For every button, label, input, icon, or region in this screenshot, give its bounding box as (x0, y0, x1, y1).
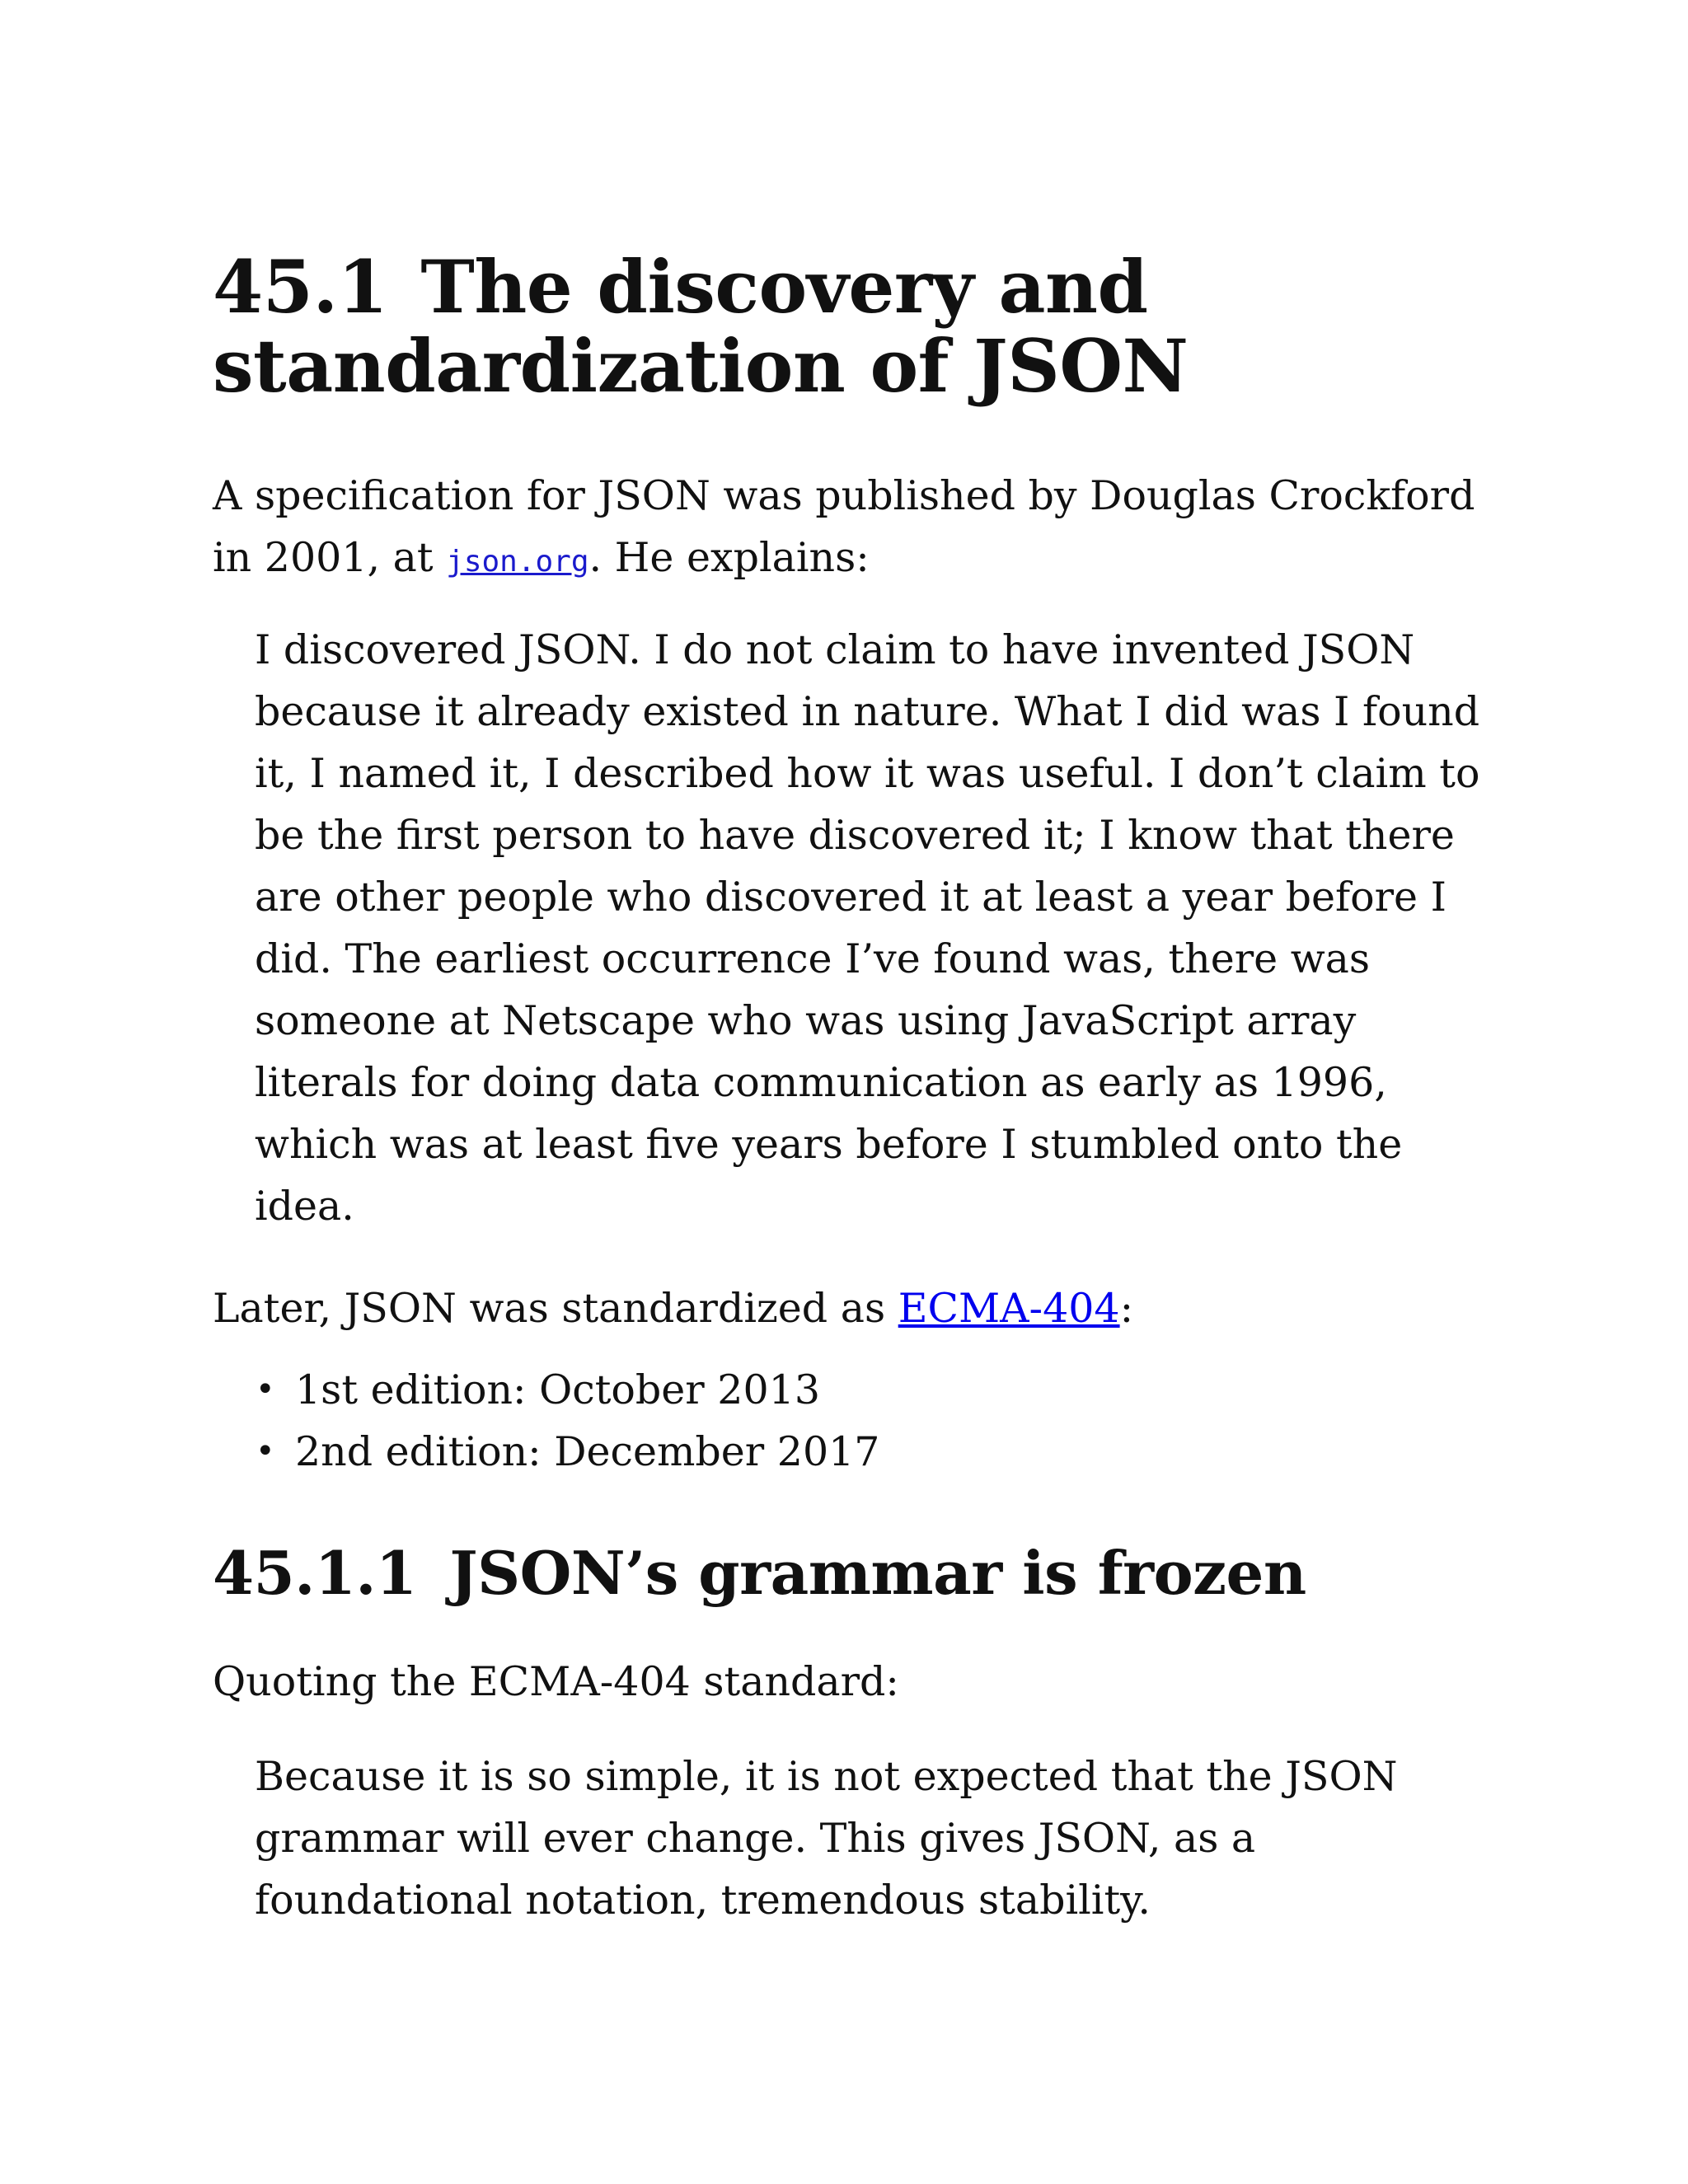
edition-text: 1st edition: October 2013 (295, 1366, 820, 1413)
standardized-text-end: : (1119, 1285, 1134, 1332)
section-heading (213, 244, 1498, 409)
crockford-quote (255, 619, 1498, 1237)
bullet-icon: • (256, 1432, 275, 1470)
intro-text: A specification for JSON was published by Douglas Crockford in 2001, at (213, 472, 1475, 581)
list-item (213, 1359, 1498, 1421)
quoting-paragraph (213, 1651, 1498, 1713)
section-number: 45.1 (213, 244, 388, 330)
section-title-line1: The discovery and (420, 244, 1148, 330)
intro-paragraph (213, 465, 1498, 593)
edition-text: 2nd edition: December 2017 (295, 1428, 880, 1475)
subsection-heading (213, 1537, 1498, 1610)
quoting-text: Quoting the ECMA-404 standard: (213, 1658, 899, 1705)
json-org-link[interactable]: json.org (446, 545, 589, 579)
bullet-icon: • (256, 1371, 275, 1408)
section-title-line2: standardization of JSON (213, 323, 1189, 409)
ecma-quote (255, 1746, 1498, 1931)
crockford-quote-text: I discovered JSON. I do not claim to have invented JSON because it already existed in nature. What I did was I found it, I named it, I described how it was useful. I don’t claim to be the first person to have discovered it; I know that there are other people who discovered it at least a year before I did. The earliest occurrence I’ve found was, there was someone at Netscape who was using JavaScript array literals for doing data communication as early as 1996, which was at least five years before I stumbled onto the idea. (255, 626, 1480, 1230)
subsection-number: 45.1.1 (213, 1538, 417, 1608)
editions-list (213, 1359, 1498, 1483)
ecma-quote-text: Because it is so simple, it is not expected that the JSON grammar will ever change. This gives JSON, as a foundational notation, tremendous stability. (255, 1753, 1398, 1924)
intro-text-end: . He explains: (588, 534, 870, 581)
page-content (213, 244, 1498, 1971)
standardized-text: Later, JSON was standardized as (213, 1285, 898, 1332)
standardized-paragraph (213, 1277, 1498, 1339)
ecma-404-link[interactable]: ECMA-404 (898, 1285, 1120, 1332)
subsection-title: JSON’s grammar is frozen (449, 1538, 1306, 1608)
list-item (213, 1421, 1498, 1483)
